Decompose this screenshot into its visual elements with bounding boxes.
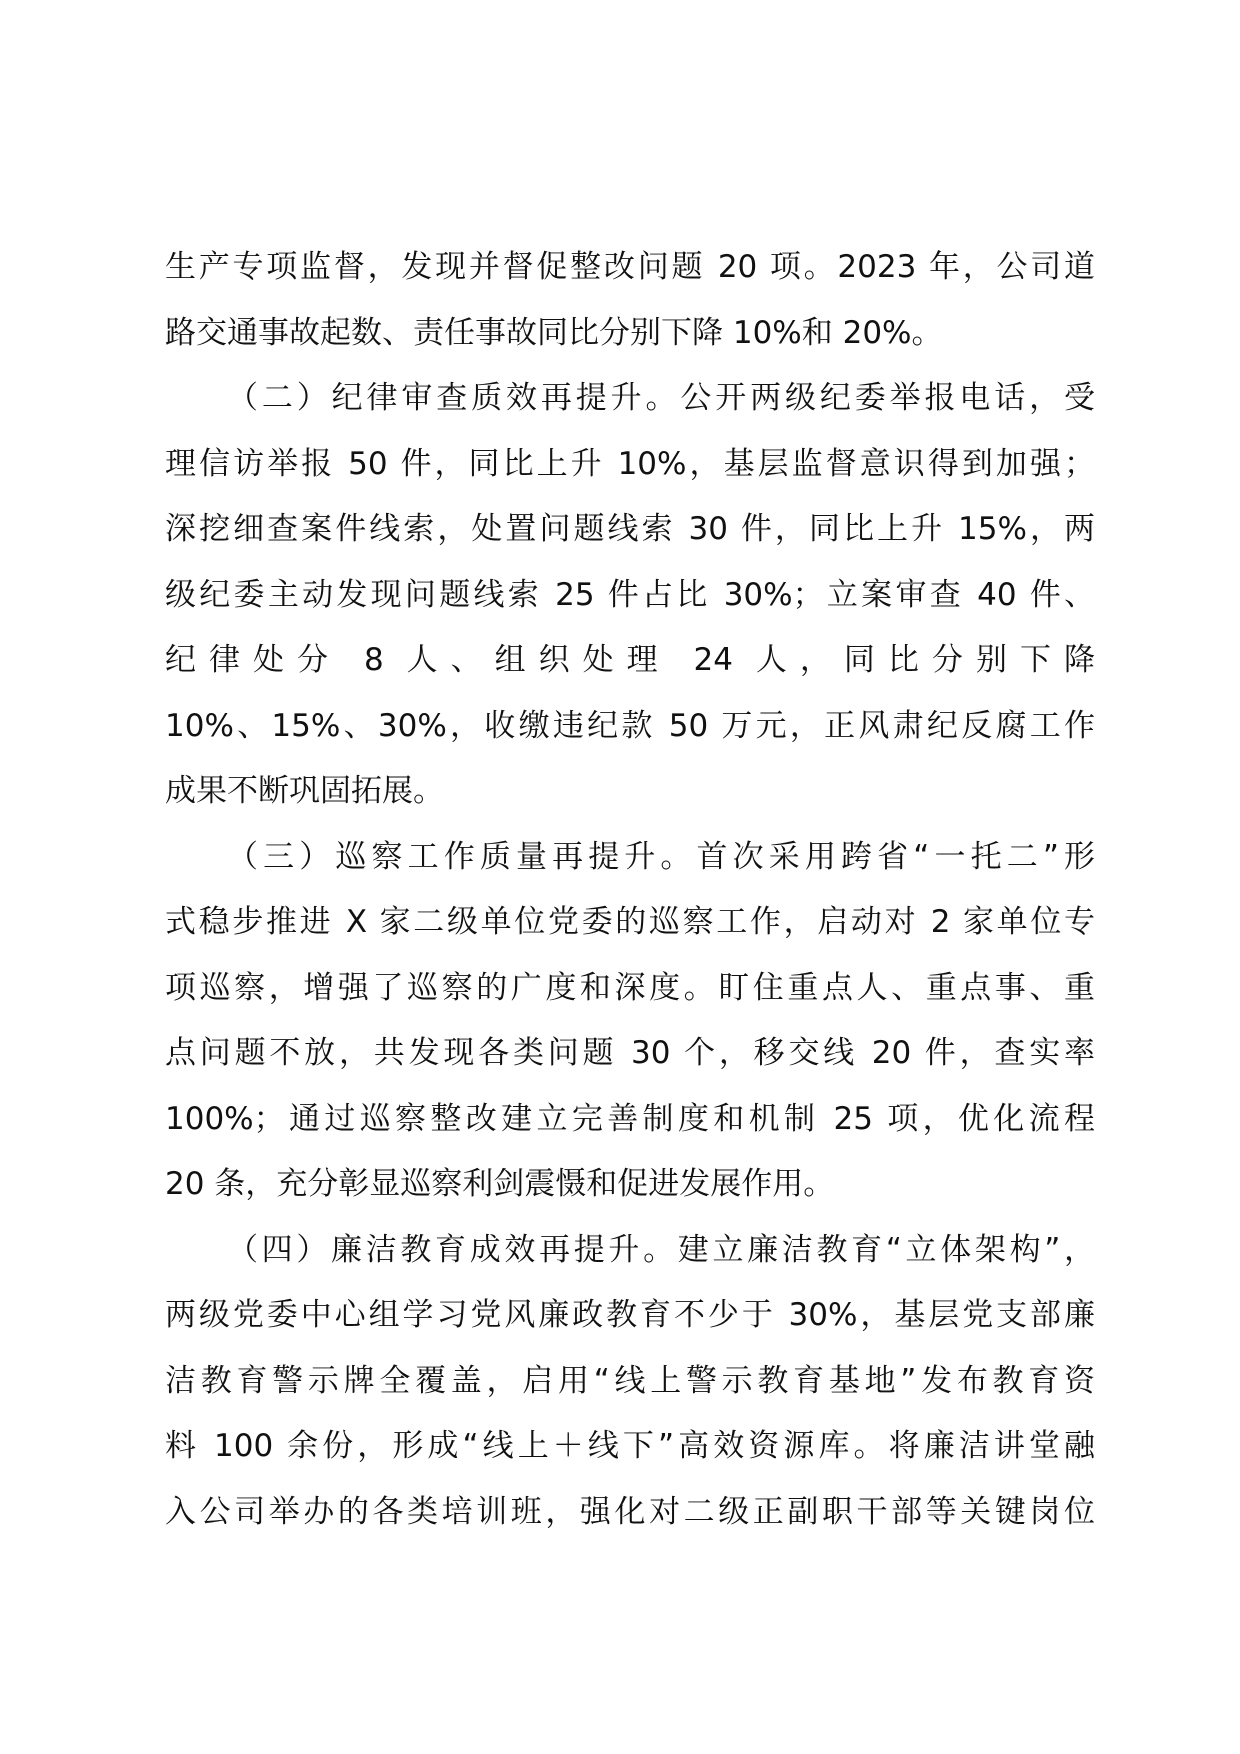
text-line: 100%；通过巡察整改建立完善制度和机制 25 项，优化流程: [165, 1100, 1095, 1137]
text-line: 式稳步推进 X 家二级单位党委的巡察工作，启动对 2 家单位专: [165, 904, 1095, 940]
text-line: 20 条，充分彰显巡察利剑震慑和促进发展作用。: [165, 1166, 835, 1202]
text-line: 项巡察，增强了巡察的广度和深度。盯住重点人、重点事、重: [165, 969, 1095, 1006]
paragraph-heading-line: （四）廉洁教育成效再提升。建立廉洁教育“立体架构”，: [227, 1231, 1095, 1268]
body-text: [165, 235, 1095, 1545]
text-line: 理信访举报 50 件，同比上升 10%，基层监督意识得到加强；: [165, 445, 1095, 482]
paragraph-heading-line: （二）纪律审查质效再提升。公开两级纪委举报电话，受: [227, 380, 1095, 416]
text-line: 两级党委中心组学习党风廉政教育不少于 30%，基层党支部廉: [165, 1297, 1095, 1333]
text-line: 10%、15%、30%，收缴违纪款 50 万元，正风肃纪反腐工作: [165, 707, 1095, 744]
text-line: 洁教育警示牌全覆盖，启用“线上警示教育基地”发布教育资: [165, 1362, 1095, 1399]
text-line: 点问题不放，共发现各类问题 30 个，移交线 20 件，查实率: [165, 1035, 1095, 1071]
text-line: 纪律处分 8 人、组织处理 24 人，同比分别下降: [165, 642, 1095, 678]
text-line: 路交通事故起数、责任事故同比分别下降 10%和 20%。: [165, 314, 943, 351]
text-line: 级纪委主动发现问题线索 25 件占比 30%；立案审查 40 件、: [165, 576, 1095, 613]
text-line: 成果不断巩固拓展。: [165, 773, 444, 809]
text-line: 深挖细查案件线索，处置问题线索 30 件，同比上升 15%，两: [165, 511, 1095, 547]
text-line: 料 100 余份，形成“线上＋线下”高效资源库。将廉洁讲堂融: [165, 1428, 1095, 1464]
paragraph-heading-line: （三）巡察工作质量再提升。首次采用跨省“一托二”形: [227, 838, 1095, 875]
text-line: 生产专项监督，发现并督促整改问题 20 项。2023 年，公司道: [165, 249, 1095, 285]
text-line: 入公司举办的各类培训班，强化对二级正副职干部等关键岗位: [165, 1493, 1095, 1530]
